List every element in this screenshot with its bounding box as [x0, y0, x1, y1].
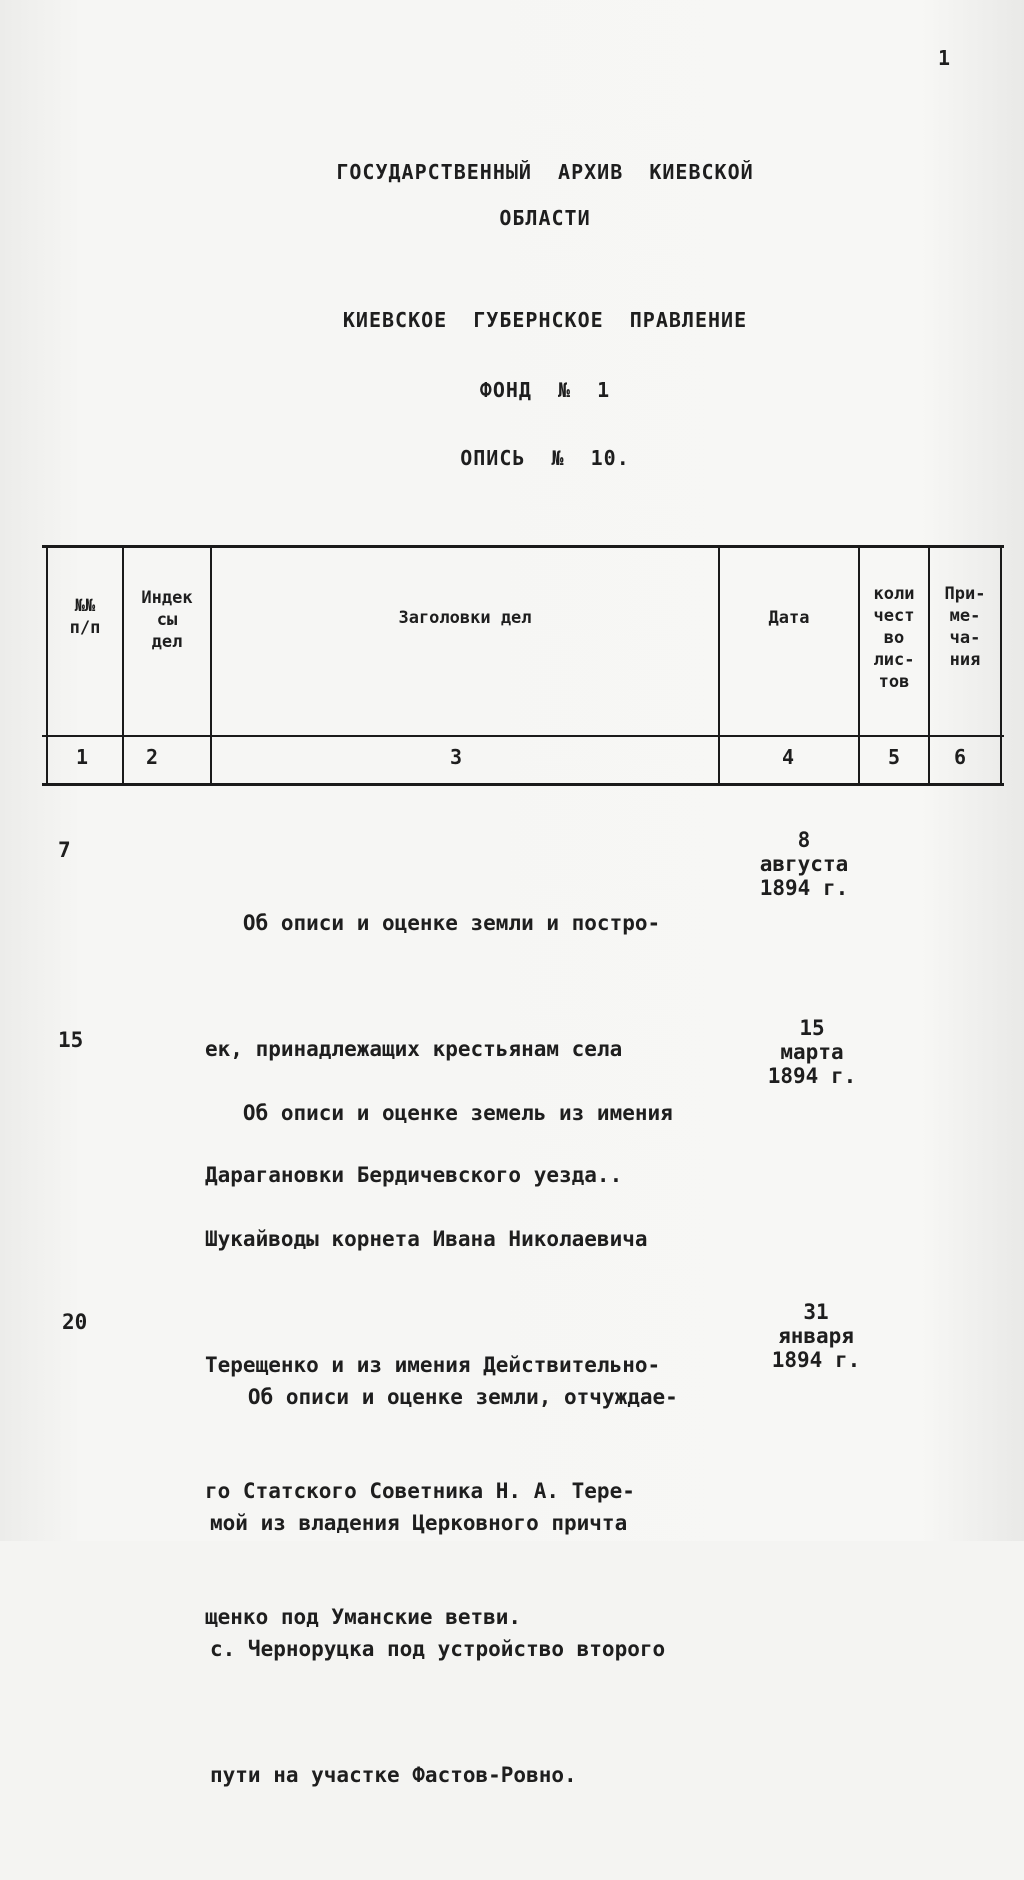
archive-title: ГОСУДАРСТВЕННЫЙ АРХИВ КИЕВСКОЙ	[336, 160, 754, 184]
entry-title-line: пути на участке Фастов-Ровно.	[210, 1763, 577, 1787]
entry-title-line: с. Черноруцка под устройство второго	[210, 1637, 666, 1661]
entry-number: 7	[58, 838, 71, 862]
header-cell-notes: При- ме- ча- ния	[944, 584, 986, 670]
entry-number: 20	[62, 1310, 88, 1334]
entry-title-line: Терещенко и из имения Действительно-	[205, 1353, 661, 1377]
column-number-2: 2	[146, 745, 159, 769]
header-cell-number: №№ п/п	[69, 596, 101, 638]
institution-title: КИЕВСКОЕ ГУБЕРНСКОЕ ПРАВЛЕНИЕ	[342, 308, 748, 332]
column-number-4: 4	[782, 745, 795, 769]
entry-date: 15 марта 1894 г.	[767, 1016, 857, 1088]
opis-title: ОПИСЬ № 10.	[460, 446, 630, 470]
entry-date: 8 августа 1894 г.	[759, 828, 849, 900]
page-number: 1	[938, 46, 951, 70]
entry-title-line: Об описи и оценке земли, отчуждае-	[210, 1385, 678, 1409]
archive-title-cont: ОБЛАСТИ	[499, 206, 591, 230]
entry-title-line: мой из владения Церковного причта	[210, 1511, 628, 1535]
entry-title-line: Дарагановки Бердичевского уезда..	[205, 1163, 623, 1187]
header-cell-index: Индек сы дел	[141, 588, 193, 652]
column-number-5: 5	[888, 745, 901, 769]
column-number-1: 1	[76, 745, 89, 769]
entry-title-line: Шукайводы корнета Ивана Николаевича	[205, 1227, 648, 1251]
entry-title-line: го Статского Советника Н. А. Тере-	[205, 1479, 635, 1503]
header-cell-sheets: коли чест во лис- тов	[873, 584, 915, 692]
entry-title	[210, 1292, 678, 1880]
entry-number: 15	[58, 1028, 84, 1052]
entry-title-line: щенко под Уманские ветви.	[205, 1605, 522, 1629]
entry-title-line: ек, принадлежащих крестьянам села	[205, 1037, 623, 1061]
column-number-3: 3	[450, 745, 463, 769]
header-cell-date: Дата	[768, 608, 810, 628]
header-cell-titles: Заголовки дел	[398, 608, 532, 628]
entry-title-line: Об описи и оценке земли и постро-	[205, 911, 661, 935]
column-number-6: 6	[954, 745, 967, 769]
inventory-table-header	[42, 545, 1004, 790]
fond-title: ФОНД № 1	[479, 378, 611, 402]
entry-title-line: Об описи и оценке земель из имения	[205, 1101, 673, 1125]
entry-date: 31 января 1894 г.	[771, 1300, 861, 1372]
